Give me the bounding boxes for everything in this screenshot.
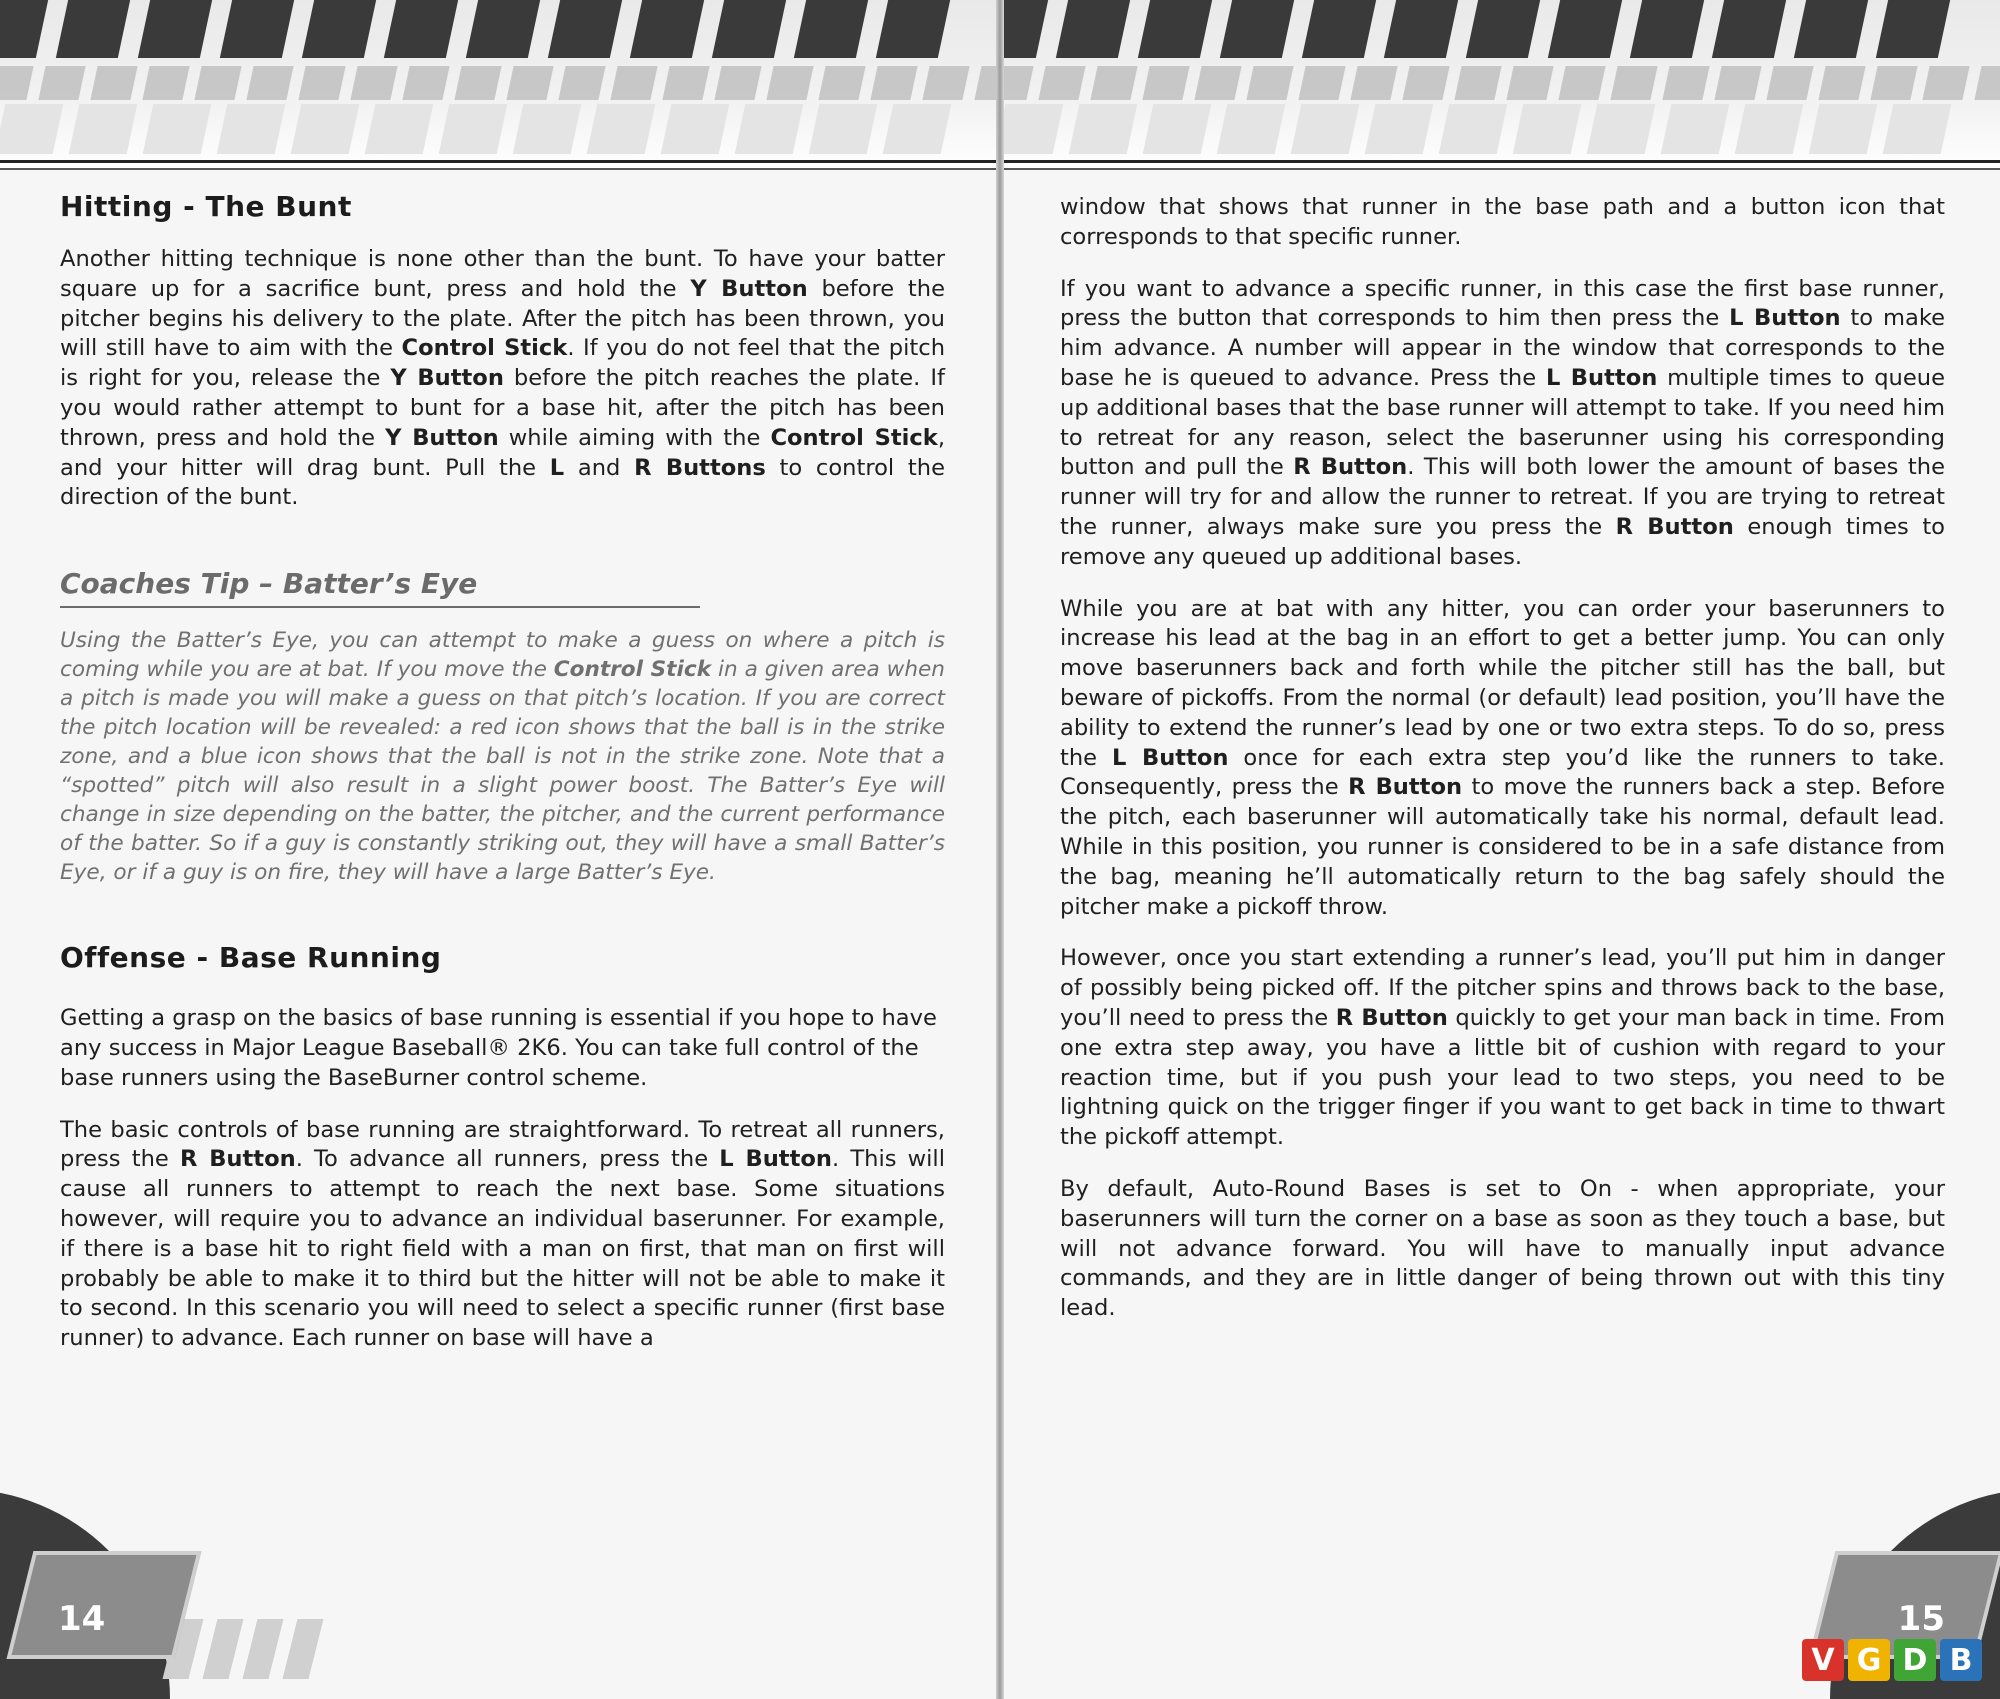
right-paragraph-3: While you are at bat with any hitter, you can order your baserunners to increase his lead at the bag in an effort to get a better jump. You can only move baserunners back and forth while the pitcher still has the ball, but beware of pickoffs. From the normal (or default) lead position, you’ll have the ability to extend the runner’s lead by one or two extra steps. To do so, press the L Button once for each extra step you’d like the runners to take. Consequently, press the R Button to move the runners back a step. Before the pitch, each baserunner will automatically take his normal, default lead. While in this position, you runner is considered to be in a safe distance from the bag, meaning he’ll automatically return to the bag safely should the pitcher make a pickoff throw.	[1060, 595, 1945, 920]
header-rule-thin	[0, 168, 1000, 170]
book-spine	[996, 0, 1004, 1699]
watermark-letter: V	[1802, 1639, 1844, 1681]
coaches-tip	[60, 567, 945, 887]
page-number: 14	[58, 1599, 106, 1639]
coaches-tip-heading: Coaches Tip – Batter’s Eye	[60, 567, 700, 608]
vgdb-watermark-logo	[1802, 1639, 1982, 1681]
right-page	[1000, 0, 2000, 1699]
watermark-letter: D	[1894, 1639, 1936, 1681]
right-paragraph-1: window that shows that runner in the base path and a button icon that corresponds to that specific runner.	[1060, 194, 1945, 250]
watermark-letter: G	[1848, 1639, 1890, 1681]
coaches-tip-body: Using the Batter’s Eye, you can attempt to make a guess on where a pitch is coming while you are at bat. If you move the Control Stick in a given area when a pitch is made you will make a guess on that pitch’s location. If you are correct the pitch location will be revealed: a red icon shows that the ball is in the strike zone, and a blue icon shows that the ball is not in the strike zone. Note that a “spotted” pitch will also result in a slight power boost. The Batter’s Eye will change in size depending on the batter, the pitcher, and the current performance of the batter. So if a guy is constantly striking out, they will have a small Batter’s Eye, or if a guy is on fire, they will have a large Batter’s Eye.	[60, 628, 945, 886]
watermark-letter: B	[1940, 1639, 1982, 1681]
page-number: 15	[1897, 1599, 1945, 1639]
right-column	[1060, 193, 1945, 1346]
bottom-stripes	[170, 1619, 316, 1679]
header-rule	[0, 160, 1000, 163]
offense-paragraph-2: The basic controls of base running are straightforward. To retreat all runners, press the R Button. To advance all runners, press the L Button. This will cause all runners to attempt to reach the next base. Some situations however, will require you to advance an individual baserunner. For example, if there is a base hit to right field with a man on first, that man on first will probably be able to make it to third but the hitter will not be able to make it to second. In this scenario you will need to select a specific runner (first base runner) to advance. Each runner on base will have a	[60, 1116, 945, 1352]
header-decoration	[1000, 0, 2000, 170]
hitting-paragraph: Another hitting technique is none other than the bunt. To have your batter square up for a sacrifice bunt, press and hold the Y Button before the pitcher begins his delivery to the plate. After the pitch has been thrown, you will still have to aim with the Control Stick. If you do not feel that the pitch is right for you, release the Y Button before the pitch reaches the plate. If you would rather attempt to bunt for a base hit, after the pitch has been thrown, press and hold the Y Button while aiming with the Control Stick, and your hitter will drag bunt. Pull the L and R Buttons to control the direction of the bunt.	[60, 246, 946, 511]
offense-paragraph-1: Getting a grasp on the basics of base running is essential if you hope to have any success in Major League Baseball® 2K6. You can take full control of the base runners using the BaseBurner control scheme.	[60, 1005, 937, 1091]
header-rule	[1000, 160, 2000, 163]
header-rule-thin	[1000, 168, 2000, 170]
hitting-heading: Hitting - The Bunt	[60, 190, 352, 223]
right-paragraph-4: However, once you start extending a runner’s lead, you’ll put him in danger of possibly being picked off. If the pitcher spins and throws back to the base, you’ll need to press the R Button quickly to get your man back in time. From one extra step away, you have a little bit of cushion with regard to your reaction time, but if you push your lead to two steps, you need to be lightning quick on the trigger finger if you want to get back in time to thwart the pickoff attempt.	[1060, 945, 1946, 1151]
header-decoration	[0, 0, 1000, 170]
right-paragraph-2: If you want to advance a specific runner, in this case the first base runner, press the button that corresponds to him then press the L Button to make him advance. A number will appear in the window that corresponds to the base he is queued to advance. Press the L Button multiple times to queue up additional bases that the base runner will attempt to take. If you need him to retreat for any reason, select the baserunner using his corresponding button and pull the R Button. This will both lower the amount of bases the runner will try for and allow the runner to retreat. If you are trying to retreat the runner, always make sure you press the R Button enough times to remove any queued up additional bases.	[1060, 275, 1946, 570]
left-column	[60, 190, 945, 1376]
right-paragraph-5: By default, Auto-Round Bases is set to On - when appropriate, your baserunners will turn the corner on a base as soon as they touch a base, but will not advance forward. You will have to manually input advance commands, and they are in little danger of being thrown out with this tiny lead.	[1060, 1175, 1945, 1322]
offense-heading: Offense - Base Running	[60, 941, 442, 975]
